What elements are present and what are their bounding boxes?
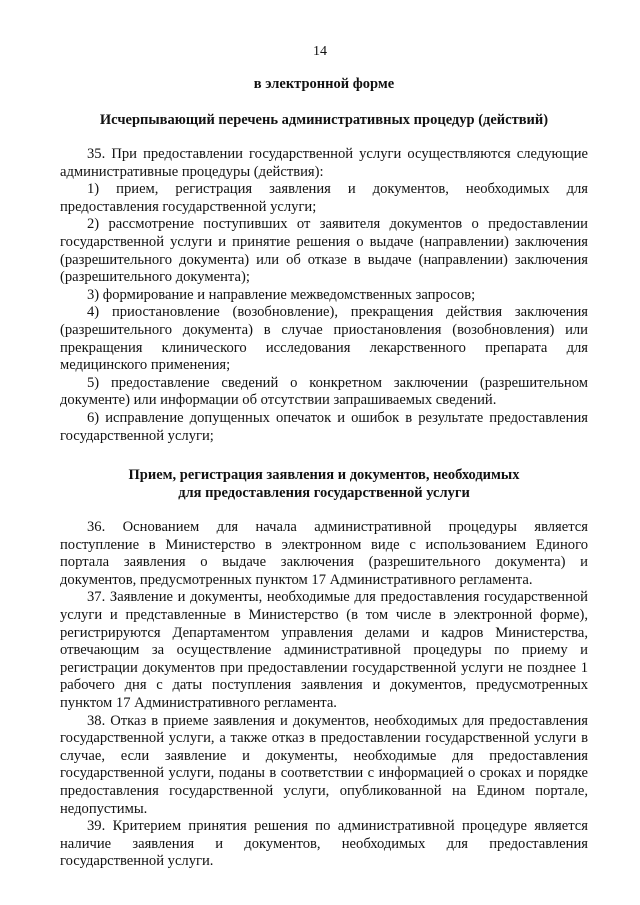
list-item-2: 2) рассмотрение поступивших от заявителя документов о предоставлении государственной услуги и принятие решения о выдаче (направлении) заключения (разрешительного документа) или об отказе в выдаче (направлении) заключения (разрешительного документа);: [60, 216, 588, 286]
paragraph-35: 35. При предоставлении государственной услуги осуществляются следующие административные процедуры (действия):: [60, 146, 588, 180]
subsection-title-line-1: Прием, регистрация заявления и документов, необходимых: [128, 467, 520, 484]
list-item-1: 1) прием, регистрация заявления и документов, необходимых для предоставления государственной услуги;: [60, 181, 588, 215]
paragraph-36: 36. Основанием для начала административной процедуры является поступление в Министерство в электронном виде с использованием Единого портала заявления о выдаче заключения (разрешительного документа) и документов, предусмотренных пунктом 17 Административного регламента.: [60, 519, 588, 588]
subsection-title: [60, 466, 588, 502]
paragraph-39: 39. Критерием принятия решения по административной процедуре является наличие заявления и документов, необходимых для предоставления государственной услуги.: [60, 818, 588, 870]
section-title: Исчерпывающий перечень административных процедур (действий): [99, 112, 549, 128]
page-number: 14: [313, 44, 327, 59]
subsection-title-line-2: для предоставления государственной услуги: [178, 485, 470, 502]
list-item-6: 6) исправление допущенных опечаток и ошибок в результате предоставления государственной услуги;: [60, 409, 588, 444]
list-item-3: 3) формирование и направление межведомственных запросов;: [87, 286, 476, 303]
paragraph-38: 38. Отказ в приеме заявления и документов, необходимых для предоставления государственной услуги, а также отказ в предоставлении государственной услуги в случае, если заявление и документы, необходимые для предоставления государственной услуги, поданы в соответствии с информацией о сроках и порядке предоставления государственной услуги, опубликованной на Едином портале, недопустимы.: [60, 712, 588, 817]
paragraph-37: 37. Заявление и документы, необходимые для предоставления государственной услуги и представленные в Министерство (в том числе в электронной форме), регистрируются Департаментом управления делами и кадров Министерства, отвечающим за осуществление административной процедуры по приему и регистрации документов при предоставлении государственной услуги не позднее 1 рабочего дня с даты поступления заявления и документов, предусмотренных пунктом 17 Административного регламента.: [60, 589, 588, 712]
document-body: [60, 146, 588, 871]
top-heading: в электронной форме: [253, 76, 395, 92]
list-item-4: 4) приостановление (возобновление), прекращения действия заключения (разрешительного документа) в случае приостановления (возобновления) или прекращения клинического исследования лекарственного препарата для медицинского применения;: [60, 304, 588, 374]
list-item-5: 5) предоставление сведений о конкретном заключении (разрешительном документе) или информации об отсутствии запрашиваемых сведений.: [60, 374, 588, 409]
